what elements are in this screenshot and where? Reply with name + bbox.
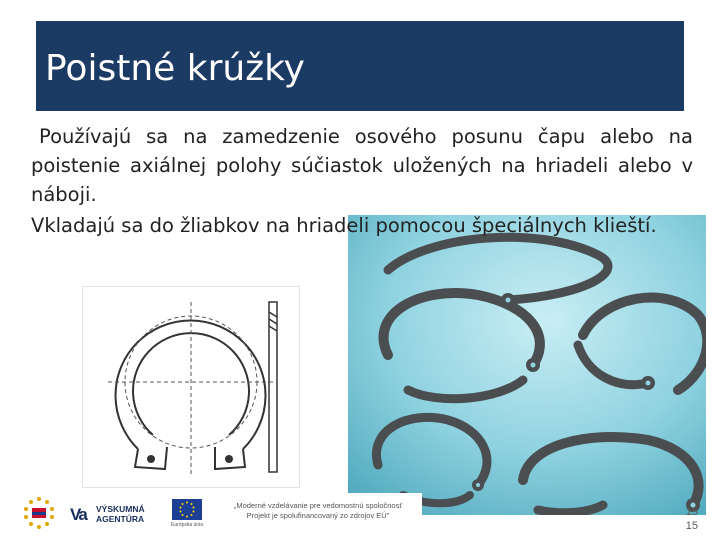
- retaining-rings-photo: [348, 215, 706, 515]
- eu-flag-icon: [165, 499, 209, 529]
- retaining-rings-photo-svg: [348, 215, 706, 515]
- retaining-ring-drawing: [82, 286, 300, 488]
- eu-caption: Európska únia: [171, 522, 203, 528]
- footer-logos: [12, 493, 422, 535]
- slide-title: Poistné krúžky: [45, 48, 305, 89]
- retaining-ring-drawing-svg: [83, 287, 299, 487]
- footer-quote: „Moderné vzdelávanie pre vedomostnú spoločnosť Projekt je spolufinancovaný zo zdrojov EÚ": [233, 501, 403, 520]
- paragraph-installation: Vkladajú sa do žliabkov na hriadeli pomocou špeciálnych klieští.: [31, 214, 657, 237]
- page-number: 15 15: [685, 506, 698, 532]
- title-bar: [36, 21, 684, 111]
- eu-stars-logo-icon: [22, 495, 56, 533]
- eu-flag-box: [172, 499, 202, 520]
- research-agency-name: VÝSKUMNÁ AGENTÚRA: [96, 504, 145, 524]
- research-agency-mark: Va: [70, 505, 86, 524]
- research-agency-logo-icon: [70, 501, 152, 527]
- eu-stars-logo-svg: [22, 495, 56, 533]
- eu-flag-stars: [172, 499, 202, 520]
- slide-body: [31, 122, 693, 240]
- paragraph-usage: Používajú sa na zamedzenie osového posunu čapu alebo na poistenie axiálnej polohy súčiastok uložených na hriadeli alebo v náboji.: [31, 125, 693, 206]
